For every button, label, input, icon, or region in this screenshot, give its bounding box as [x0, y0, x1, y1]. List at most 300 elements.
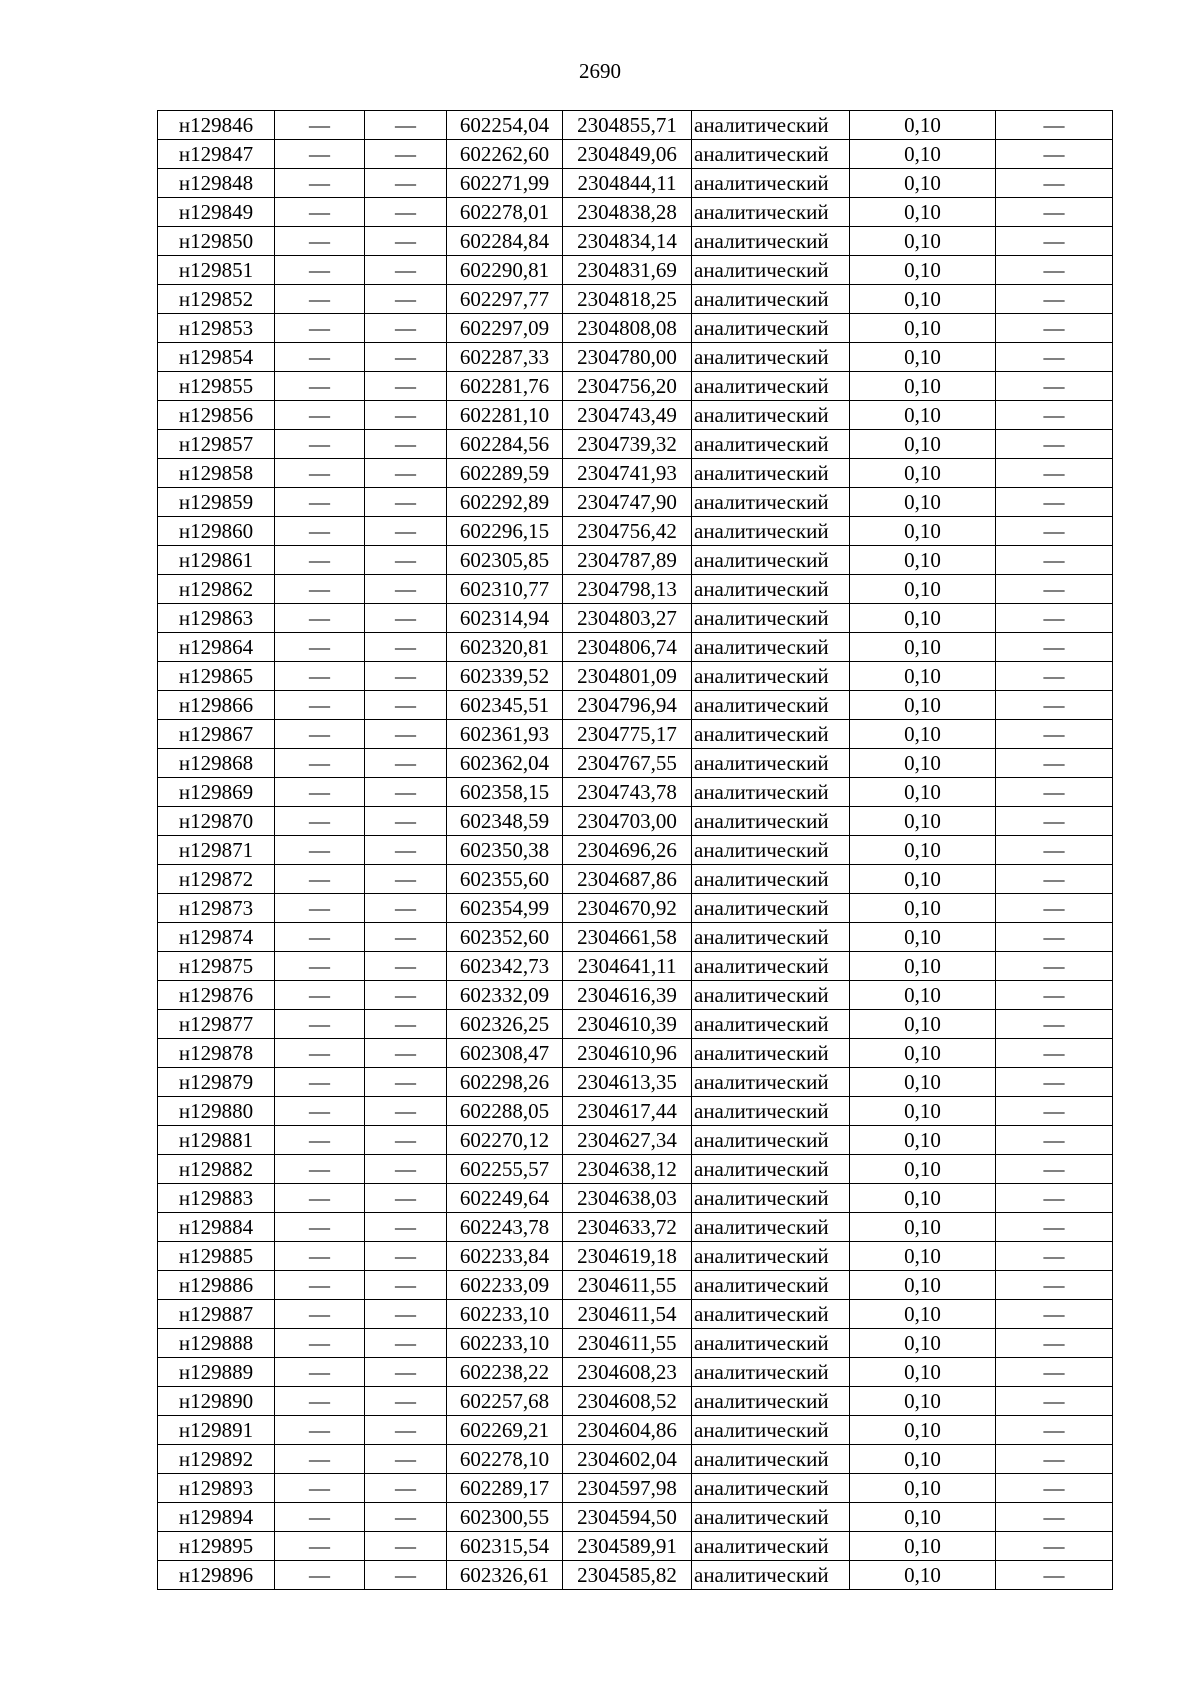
x-coordinate-cell: 602281,76: [447, 372, 563, 401]
method-cell: аналитический: [692, 1358, 850, 1387]
empty-y-old-cell: —: [365, 198, 447, 227]
method-cell: аналитический: [692, 256, 850, 285]
accuracy-cell: 0,10: [850, 981, 996, 1010]
description-cell: —: [996, 1300, 1113, 1329]
empty-y-old-cell: —: [365, 1039, 447, 1068]
point-id-cell: н129888: [158, 1329, 275, 1358]
description-cell: —: [996, 1010, 1113, 1039]
x-coordinate-cell: 602289,59: [447, 459, 563, 488]
y-coordinate-cell: 2304611,55: [563, 1329, 692, 1358]
accuracy-cell: 0,10: [850, 459, 996, 488]
table-row: [158, 1213, 1113, 1242]
description-cell: —: [996, 1416, 1113, 1445]
x-coordinate-cell: 602361,93: [447, 720, 563, 749]
empty-x-old-cell: —: [275, 401, 365, 430]
description-cell: —: [996, 1445, 1113, 1474]
method-cell: аналитический: [692, 1184, 850, 1213]
accuracy-cell: 0,10: [850, 1474, 996, 1503]
accuracy-cell: 0,10: [850, 343, 996, 372]
description-cell: —: [996, 836, 1113, 865]
empty-x-old-cell: —: [275, 1097, 365, 1126]
empty-x-old-cell: —: [275, 1126, 365, 1155]
table-row: [158, 1416, 1113, 1445]
empty-x-old-cell: —: [275, 227, 365, 256]
y-coordinate-cell: 2304787,89: [563, 546, 692, 575]
table-row: [158, 140, 1113, 169]
table-row: [158, 575, 1113, 604]
point-id-cell: н129889: [158, 1358, 275, 1387]
y-coordinate-cell: 2304796,94: [563, 691, 692, 720]
empty-y-old-cell: —: [365, 691, 447, 720]
y-coordinate-cell: 2304798,13: [563, 575, 692, 604]
point-id-cell: н129876: [158, 981, 275, 1010]
y-coordinate-cell: 2304611,55: [563, 1271, 692, 1300]
accuracy-cell: 0,10: [850, 952, 996, 981]
empty-y-old-cell: —: [365, 1300, 447, 1329]
empty-y-old-cell: —: [365, 169, 447, 198]
description-cell: —: [996, 662, 1113, 691]
method-cell: аналитический: [692, 981, 850, 1010]
point-id-cell: н129853: [158, 314, 275, 343]
empty-x-old-cell: —: [275, 256, 365, 285]
accuracy-cell: 0,10: [850, 749, 996, 778]
empty-y-old-cell: —: [365, 1213, 447, 1242]
description-cell: —: [996, 575, 1113, 604]
table-row: [158, 1068, 1113, 1097]
description-cell: —: [996, 1155, 1113, 1184]
x-coordinate-cell: 602292,89: [447, 488, 563, 517]
empty-y-old-cell: —: [365, 1474, 447, 1503]
empty-x-old-cell: —: [275, 1213, 365, 1242]
accuracy-cell: 0,10: [850, 720, 996, 749]
empty-y-old-cell: —: [365, 1184, 447, 1213]
point-id-cell: н129875: [158, 952, 275, 981]
empty-y-old-cell: —: [365, 1532, 447, 1561]
method-cell: аналитический: [692, 546, 850, 575]
y-coordinate-cell: 2304597,98: [563, 1474, 692, 1503]
description-cell: —: [996, 314, 1113, 343]
description-cell: —: [996, 546, 1113, 575]
empty-y-old-cell: —: [365, 1242, 447, 1271]
method-cell: аналитический: [692, 1271, 850, 1300]
y-coordinate-cell: 2304834,14: [563, 227, 692, 256]
empty-y-old-cell: —: [365, 633, 447, 662]
accuracy-cell: 0,10: [850, 1329, 996, 1358]
x-coordinate-cell: 602278,10: [447, 1445, 563, 1474]
empty-x-old-cell: —: [275, 1358, 365, 1387]
y-coordinate-cell: 2304627,34: [563, 1126, 692, 1155]
point-id-cell: н129878: [158, 1039, 275, 1068]
y-coordinate-cell: 2304818,25: [563, 285, 692, 314]
x-coordinate-cell: 602270,12: [447, 1126, 563, 1155]
y-coordinate-cell: 2304687,86: [563, 865, 692, 894]
table-row: [158, 1097, 1113, 1126]
method-cell: аналитический: [692, 923, 850, 952]
accuracy-cell: 0,10: [850, 430, 996, 459]
accuracy-cell: 0,10: [850, 1155, 996, 1184]
description-cell: —: [996, 1068, 1113, 1097]
table-row: [158, 372, 1113, 401]
table-row: [158, 285, 1113, 314]
point-id-cell: н129860: [158, 517, 275, 546]
x-coordinate-cell: 602233,10: [447, 1329, 563, 1358]
point-id-cell: н129892: [158, 1445, 275, 1474]
x-coordinate-cell: 602297,77: [447, 285, 563, 314]
x-coordinate-cell: 602326,61: [447, 1561, 563, 1590]
description-cell: —: [996, 343, 1113, 372]
description-cell: —: [996, 1329, 1113, 1358]
empty-x-old-cell: —: [275, 952, 365, 981]
table-row: [158, 894, 1113, 923]
method-cell: аналитический: [692, 401, 850, 430]
description-cell: —: [996, 140, 1113, 169]
empty-x-old-cell: —: [275, 1561, 365, 1590]
empty-y-old-cell: —: [365, 604, 447, 633]
y-coordinate-cell: 2304610,39: [563, 1010, 692, 1039]
empty-x-old-cell: —: [275, 749, 365, 778]
method-cell: аналитический: [692, 836, 850, 865]
y-coordinate-cell: 2304638,03: [563, 1184, 692, 1213]
method-cell: аналитический: [692, 1387, 850, 1416]
table-row: [158, 662, 1113, 691]
empty-y-old-cell: —: [365, 1097, 447, 1126]
y-coordinate-cell: 2304608,52: [563, 1387, 692, 1416]
x-coordinate-cell: 602269,21: [447, 1416, 563, 1445]
point-id-cell: н129863: [158, 604, 275, 633]
x-coordinate-cell: 602352,60: [447, 923, 563, 952]
method-cell: аналитический: [692, 1561, 850, 1590]
method-cell: аналитический: [692, 517, 850, 546]
x-coordinate-cell: 602310,77: [447, 575, 563, 604]
accuracy-cell: 0,10: [850, 836, 996, 865]
accuracy-cell: 0,10: [850, 546, 996, 575]
x-coordinate-cell: 602249,64: [447, 1184, 563, 1213]
empty-x-old-cell: —: [275, 1184, 365, 1213]
empty-x-old-cell: —: [275, 169, 365, 198]
x-coordinate-cell: 602284,84: [447, 227, 563, 256]
empty-x-old-cell: —: [275, 1445, 365, 1474]
accuracy-cell: 0,10: [850, 662, 996, 691]
description-cell: —: [996, 633, 1113, 662]
table-row: [158, 604, 1113, 633]
x-coordinate-cell: 602332,09: [447, 981, 563, 1010]
point-id-cell: н129891: [158, 1416, 275, 1445]
empty-x-old-cell: —: [275, 1010, 365, 1039]
empty-y-old-cell: —: [365, 372, 447, 401]
empty-y-old-cell: —: [365, 575, 447, 604]
point-id-cell: н129854: [158, 343, 275, 372]
empty-x-old-cell: —: [275, 575, 365, 604]
x-coordinate-cell: 602297,09: [447, 314, 563, 343]
x-coordinate-cell: 602233,10: [447, 1300, 563, 1329]
y-coordinate-cell: 2304855,71: [563, 111, 692, 140]
accuracy-cell: 0,10: [850, 1184, 996, 1213]
method-cell: аналитический: [692, 633, 850, 662]
x-coordinate-cell: 602350,38: [447, 836, 563, 865]
accuracy-cell: 0,10: [850, 1561, 996, 1590]
y-coordinate-cell: 2304633,72: [563, 1213, 692, 1242]
y-coordinate-cell: 2304838,28: [563, 198, 692, 227]
description-cell: —: [996, 401, 1113, 430]
y-coordinate-cell: 2304743,78: [563, 778, 692, 807]
x-coordinate-cell: 602314,94: [447, 604, 563, 633]
method-cell: аналитический: [692, 720, 850, 749]
table-row: [158, 633, 1113, 662]
empty-y-old-cell: —: [365, 1271, 447, 1300]
table-row: [158, 691, 1113, 720]
y-coordinate-cell: 2304747,90: [563, 488, 692, 517]
description-cell: —: [996, 778, 1113, 807]
empty-x-old-cell: —: [275, 662, 365, 691]
method-cell: аналитический: [692, 1300, 850, 1329]
y-coordinate-cell: 2304808,08: [563, 314, 692, 343]
empty-y-old-cell: —: [365, 111, 447, 140]
accuracy-cell: 0,10: [850, 1068, 996, 1097]
method-cell: аналитический: [692, 662, 850, 691]
point-id-cell: н129896: [158, 1561, 275, 1590]
y-coordinate-cell: 2304613,35: [563, 1068, 692, 1097]
table-row: [158, 1387, 1113, 1416]
point-id-cell: н129895: [158, 1532, 275, 1561]
table-row: [158, 169, 1113, 198]
description-cell: —: [996, 1387, 1113, 1416]
empty-x-old-cell: —: [275, 981, 365, 1010]
coordinates-table: [157, 110, 1113, 1590]
method-cell: аналитический: [692, 807, 850, 836]
x-coordinate-cell: 602233,09: [447, 1271, 563, 1300]
empty-y-old-cell: —: [365, 1068, 447, 1097]
empty-y-old-cell: —: [365, 1561, 447, 1590]
method-cell: аналитический: [692, 488, 850, 517]
y-coordinate-cell: 2304608,23: [563, 1358, 692, 1387]
table-row: [158, 749, 1113, 778]
table-row: [158, 1532, 1113, 1561]
empty-x-old-cell: —: [275, 1532, 365, 1561]
empty-x-old-cell: —: [275, 546, 365, 575]
method-cell: аналитический: [692, 1126, 850, 1155]
table-row: [158, 488, 1113, 517]
empty-x-old-cell: —: [275, 1039, 365, 1068]
method-cell: аналитический: [692, 952, 850, 981]
x-coordinate-cell: 602262,60: [447, 140, 563, 169]
description-cell: —: [996, 691, 1113, 720]
table-row: [158, 1039, 1113, 1068]
accuracy-cell: 0,10: [850, 1271, 996, 1300]
method-cell: аналитический: [692, 1329, 850, 1358]
empty-y-old-cell: —: [365, 140, 447, 169]
point-id-cell: н129866: [158, 691, 275, 720]
description-cell: —: [996, 1358, 1113, 1387]
description-cell: —: [996, 807, 1113, 836]
method-cell: аналитический: [692, 1503, 850, 1532]
table-row: [158, 778, 1113, 807]
point-id-cell: н129867: [158, 720, 275, 749]
table-row: [158, 1242, 1113, 1271]
point-id-cell: н129855: [158, 372, 275, 401]
point-id-cell: н129872: [158, 865, 275, 894]
table-row: [158, 314, 1113, 343]
empty-x-old-cell: —: [275, 343, 365, 372]
empty-x-old-cell: —: [275, 372, 365, 401]
x-coordinate-cell: 602339,52: [447, 662, 563, 691]
description-cell: —: [996, 169, 1113, 198]
x-coordinate-cell: 602298,26: [447, 1068, 563, 1097]
table-row: [158, 111, 1113, 140]
method-cell: аналитический: [692, 1155, 850, 1184]
empty-y-old-cell: —: [365, 256, 447, 285]
page-number: 2690: [579, 59, 621, 83]
description-cell: —: [996, 430, 1113, 459]
description-cell: —: [996, 198, 1113, 227]
table-row: [158, 401, 1113, 430]
accuracy-cell: 0,10: [850, 1039, 996, 1068]
description-cell: —: [996, 285, 1113, 314]
y-coordinate-cell: 2304801,09: [563, 662, 692, 691]
point-id-cell: н129851: [158, 256, 275, 285]
accuracy-cell: 0,10: [850, 691, 996, 720]
method-cell: аналитический: [692, 111, 850, 140]
empty-y-old-cell: —: [365, 1329, 447, 1358]
accuracy-cell: 0,10: [850, 1503, 996, 1532]
point-id-cell: н129869: [158, 778, 275, 807]
accuracy-cell: 0,10: [850, 1300, 996, 1329]
method-cell: аналитический: [692, 1213, 850, 1242]
empty-x-old-cell: —: [275, 894, 365, 923]
accuracy-cell: 0,10: [850, 1532, 996, 1561]
accuracy-cell: 0,10: [850, 1358, 996, 1387]
empty-y-old-cell: —: [365, 1503, 447, 1532]
empty-x-old-cell: —: [275, 459, 365, 488]
table-row: [158, 227, 1113, 256]
point-id-cell: н129852: [158, 285, 275, 314]
accuracy-cell: 0,10: [850, 633, 996, 662]
point-id-cell: н129846: [158, 111, 275, 140]
point-id-cell: н129859: [158, 488, 275, 517]
y-coordinate-cell: 2304604,86: [563, 1416, 692, 1445]
y-coordinate-cell: 2304610,96: [563, 1039, 692, 1068]
x-coordinate-cell: 602288,05: [447, 1097, 563, 1126]
method-cell: аналитический: [692, 1097, 850, 1126]
point-id-cell: н129886: [158, 1271, 275, 1300]
empty-x-old-cell: —: [275, 140, 365, 169]
description-cell: —: [996, 923, 1113, 952]
empty-y-old-cell: —: [365, 430, 447, 459]
point-id-cell: н129848: [158, 169, 275, 198]
empty-x-old-cell: —: [275, 807, 365, 836]
empty-x-old-cell: —: [275, 517, 365, 546]
empty-y-old-cell: —: [365, 1358, 447, 1387]
y-coordinate-cell: 2304670,92: [563, 894, 692, 923]
accuracy-cell: 0,10: [850, 778, 996, 807]
table-row: [158, 1358, 1113, 1387]
method-cell: аналитический: [692, 430, 850, 459]
description-cell: —: [996, 1039, 1113, 1068]
y-coordinate-cell: 2304741,93: [563, 459, 692, 488]
accuracy-cell: 0,10: [850, 923, 996, 952]
method-cell: аналитический: [692, 1039, 850, 1068]
point-id-cell: н129864: [158, 633, 275, 662]
point-id-cell: н129857: [158, 430, 275, 459]
method-cell: аналитический: [692, 169, 850, 198]
method-cell: аналитический: [692, 1445, 850, 1474]
description-cell: —: [996, 459, 1113, 488]
x-coordinate-cell: 602290,81: [447, 256, 563, 285]
accuracy-cell: 0,10: [850, 169, 996, 198]
accuracy-cell: 0,10: [850, 1445, 996, 1474]
empty-x-old-cell: —: [275, 720, 365, 749]
x-coordinate-cell: 602342,73: [447, 952, 563, 981]
y-coordinate-cell: 2304803,27: [563, 604, 692, 633]
point-id-cell: н129858: [158, 459, 275, 488]
description-cell: —: [996, 1213, 1113, 1242]
table-row: [158, 1329, 1113, 1358]
method-cell: аналитический: [692, 865, 850, 894]
empty-y-old-cell: —: [365, 1445, 447, 1474]
accuracy-cell: 0,10: [850, 517, 996, 546]
empty-y-old-cell: —: [365, 952, 447, 981]
y-coordinate-cell: 2304589,91: [563, 1532, 692, 1561]
empty-x-old-cell: —: [275, 1271, 365, 1300]
table-row: [158, 546, 1113, 575]
point-id-cell: н129871: [158, 836, 275, 865]
empty-y-old-cell: —: [365, 459, 447, 488]
y-coordinate-cell: 2304739,32: [563, 430, 692, 459]
y-coordinate-cell: 2304775,17: [563, 720, 692, 749]
accuracy-cell: 0,10: [850, 1416, 996, 1445]
description-cell: —: [996, 488, 1113, 517]
y-coordinate-cell: 2304756,42: [563, 517, 692, 546]
accuracy-cell: 0,10: [850, 227, 996, 256]
empty-x-old-cell: —: [275, 1155, 365, 1184]
empty-x-old-cell: —: [275, 691, 365, 720]
x-coordinate-cell: 602284,56: [447, 430, 563, 459]
point-id-cell: н129873: [158, 894, 275, 923]
y-coordinate-cell: 2304616,39: [563, 981, 692, 1010]
accuracy-cell: 0,10: [850, 256, 996, 285]
point-id-cell: н129893: [158, 1474, 275, 1503]
table-row: [158, 836, 1113, 865]
empty-y-old-cell: —: [365, 1126, 447, 1155]
x-coordinate-cell: 602296,15: [447, 517, 563, 546]
method-cell: аналитический: [692, 604, 850, 633]
point-id-cell: н129856: [158, 401, 275, 430]
accuracy-cell: 0,10: [850, 285, 996, 314]
empty-y-old-cell: —: [365, 401, 447, 430]
empty-y-old-cell: —: [365, 894, 447, 923]
accuracy-cell: 0,10: [850, 488, 996, 517]
empty-y-old-cell: —: [365, 865, 447, 894]
description-cell: —: [996, 1474, 1113, 1503]
accuracy-cell: 0,10: [850, 198, 996, 227]
empty-x-old-cell: —: [275, 1329, 365, 1358]
accuracy-cell: 0,10: [850, 111, 996, 140]
x-coordinate-cell: 602326,25: [447, 1010, 563, 1039]
x-coordinate-cell: 602238,22: [447, 1358, 563, 1387]
x-coordinate-cell: 602243,78: [447, 1213, 563, 1242]
x-coordinate-cell: 602278,01: [447, 198, 563, 227]
x-coordinate-cell: 602257,68: [447, 1387, 563, 1416]
accuracy-cell: 0,10: [850, 140, 996, 169]
table-row: [158, 1445, 1113, 1474]
point-id-cell: н129883: [158, 1184, 275, 1213]
empty-x-old-cell: —: [275, 1387, 365, 1416]
description-cell: —: [996, 894, 1113, 923]
y-coordinate-cell: 2304641,11: [563, 952, 692, 981]
table-row: [158, 720, 1113, 749]
empty-x-old-cell: —: [275, 836, 365, 865]
accuracy-cell: 0,10: [850, 1126, 996, 1155]
description-cell: —: [996, 749, 1113, 778]
